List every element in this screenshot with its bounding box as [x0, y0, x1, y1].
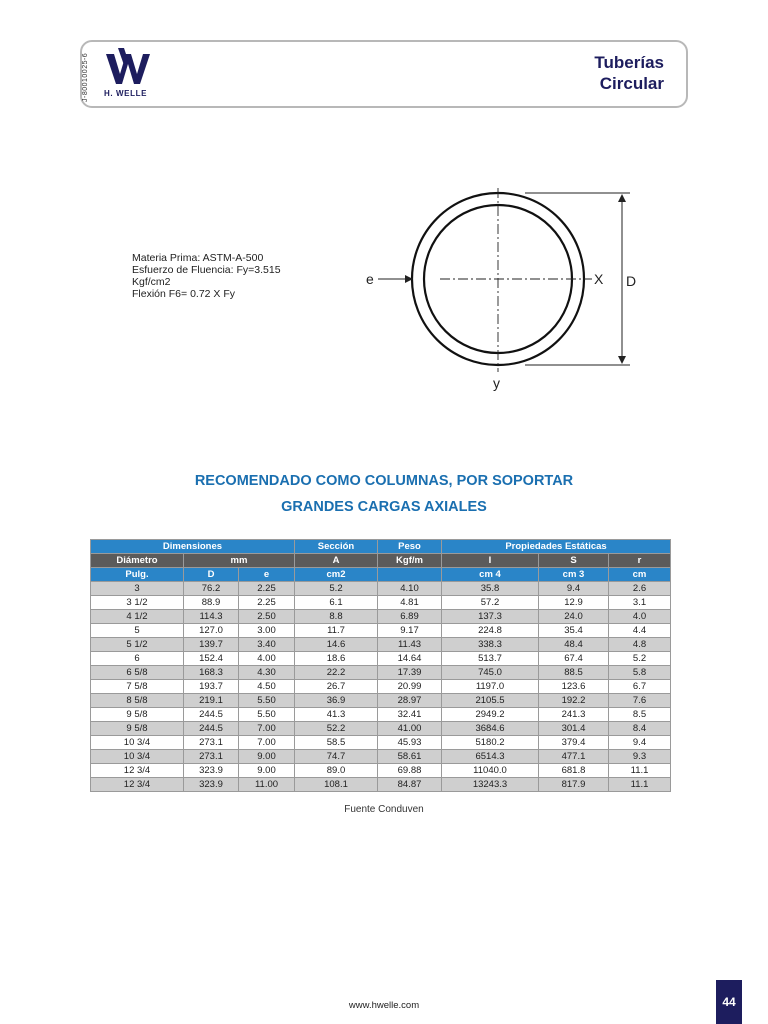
cell-e: 9.00: [239, 764, 295, 778]
cell-radio: 9.4: [609, 736, 671, 750]
cell-pulg: 10 3/4: [91, 736, 184, 750]
cell-e: 5.50: [239, 708, 295, 722]
cell-peso: 14.64: [378, 652, 442, 666]
title-line-1: Tuberías: [594, 53, 664, 72]
label-x: X: [594, 271, 604, 287]
cell-d: 127.0: [184, 624, 239, 638]
cell-inercia: 2105.5: [442, 694, 539, 708]
pipe-properties-table: [90, 539, 670, 792]
cell-radio: 4.0: [609, 610, 671, 624]
cell-radio: 11.1: [609, 764, 671, 778]
cell-radio: 2.6: [609, 582, 671, 596]
cell-modulo: 301.4: [539, 722, 609, 736]
cell-e: 3.00: [239, 624, 295, 638]
cell-pulg: 8 5/8: [91, 694, 184, 708]
label-e: e: [366, 271, 374, 287]
cell-modulo: 9.4: [539, 582, 609, 596]
cell-d: 273.1: [184, 750, 239, 764]
cell-peso: 28.97: [378, 694, 442, 708]
pipe-cross-section-diagram: [360, 180, 660, 400]
cell-modulo: 12.9: [539, 596, 609, 610]
header-s: S: [539, 554, 609, 568]
cell-e: 11.00: [239, 778, 295, 792]
cell-pulg: 3 1/2: [91, 596, 184, 610]
spec-line-1: Materia Prima: ASTM-A-500: [132, 252, 264, 264]
cell-modulo: 817.9: [539, 778, 609, 792]
table-row: [91, 582, 671, 596]
cell-inercia: 11040.0: [442, 764, 539, 778]
unit-blank: [378, 568, 442, 582]
cell-e: 9.00: [239, 750, 295, 764]
header-peso: Peso: [378, 540, 442, 554]
cell-pulg: 6: [91, 652, 184, 666]
cell-modulo: 192.2: [539, 694, 609, 708]
table-row: [91, 638, 671, 652]
cell-area: 14.6: [295, 638, 378, 652]
cell-radio: 9.3: [609, 750, 671, 764]
cell-d: 114.3: [184, 610, 239, 624]
table-row: [91, 624, 671, 638]
cell-d: 88.9: [184, 596, 239, 610]
cell-area: 52.2: [295, 722, 378, 736]
table-row: [91, 680, 671, 694]
cell-inercia: 13243.3: [442, 778, 539, 792]
header-a: A: [295, 554, 378, 568]
cell-modulo: 88.5: [539, 666, 609, 680]
page-title: [594, 52, 664, 94]
cell-radio: 3.1: [609, 596, 671, 610]
cell-inercia: 57.2: [442, 596, 539, 610]
cell-inercia: 3684.6: [442, 722, 539, 736]
header-i: I: [442, 554, 539, 568]
cell-area: 58.5: [295, 736, 378, 750]
cell-peso: 4.81: [378, 596, 442, 610]
spec-line-3: Kgf/cm2: [132, 276, 171, 288]
table-row: [91, 750, 671, 764]
cell-d: 323.9: [184, 764, 239, 778]
cell-e: 5.50: [239, 694, 295, 708]
cell-modulo: 241.3: [539, 708, 609, 722]
cell-area: 11.7: [295, 624, 378, 638]
cell-area: 5.2: [295, 582, 378, 596]
cell-e: 2.25: [239, 582, 295, 596]
section-title: [0, 468, 768, 520]
cell-radio: 4.4: [609, 624, 671, 638]
cell-pulg: 12 3/4: [91, 764, 184, 778]
cell-peso: 84.87: [378, 778, 442, 792]
cell-pulg: 9 5/8: [91, 708, 184, 722]
label-d: D: [626, 273, 637, 289]
cell-pulg: 6 5/8: [91, 666, 184, 680]
cell-modulo: 379.4: [539, 736, 609, 750]
cell-peso: 6.89: [378, 610, 442, 624]
table-row: [91, 652, 671, 666]
cell-pulg: 9 5/8: [91, 722, 184, 736]
logo-name: H. WELLE: [104, 89, 148, 98]
table-row: [91, 666, 671, 680]
cell-d: 193.7: [184, 680, 239, 694]
cell-inercia: 6514.3: [442, 750, 539, 764]
cell-radio: 11.1: [609, 778, 671, 792]
footer-url[interactable]: www.hwelle.com: [348, 1000, 420, 1011]
cell-area: 18.6: [295, 652, 378, 666]
logo-code: J-80010025-6: [82, 52, 89, 102]
unit-d: D: [184, 568, 239, 582]
unit-pulg: Pulg.: [91, 568, 184, 582]
unit-cm3: cm 3: [539, 568, 609, 582]
source-note: Fuente Conduven: [344, 804, 424, 815]
page-header: [80, 40, 688, 108]
cell-e: 2.25: [239, 596, 295, 610]
header-row-sub: [91, 554, 671, 568]
cell-peso: 17.39: [378, 666, 442, 680]
cell-radio: 8.4: [609, 722, 671, 736]
cell-e: 7.00: [239, 722, 295, 736]
cell-peso: 41.00: [378, 722, 442, 736]
spec-line-2: Esfuerzo de Fluencia: Fy=3.515: [132, 264, 281, 276]
cell-radio: 5.2: [609, 652, 671, 666]
cell-inercia: 224.8: [442, 624, 539, 638]
spec-line-4: Flexión F6= 0.72 X Fy: [132, 288, 236, 300]
cell-d: 244.5: [184, 722, 239, 736]
cell-pulg: 3: [91, 582, 184, 596]
cell-modulo: 67.4: [539, 652, 609, 666]
cell-e: 7.00: [239, 736, 295, 750]
unit-cm4: cm 4: [442, 568, 539, 582]
cell-peso: 4.10: [378, 582, 442, 596]
header-row-groups: [91, 540, 671, 554]
cell-d: 139.7: [184, 638, 239, 652]
unit-cm: cm: [609, 568, 671, 582]
cell-pulg: 7 5/8: [91, 680, 184, 694]
header-mm: mm: [184, 554, 295, 568]
section-title-line-1: RECOMENDADO COMO COLUMNAS, POR SOPORTAR: [194, 473, 574, 489]
cell-inercia: 5180.2: [442, 736, 539, 750]
header-propiedades: Propiedades Estáticas: [442, 540, 671, 554]
cell-d: 219.1: [184, 694, 239, 708]
header-dimensiones: Dimensiones: [91, 540, 295, 554]
table-row: [91, 736, 671, 750]
cell-pulg: 5: [91, 624, 184, 638]
hwelle-logo-icon: [104, 48, 152, 88]
table-row: [91, 708, 671, 722]
cell-area: 36.9: [295, 694, 378, 708]
cell-inercia: 513.7: [442, 652, 539, 666]
cell-d: 76.2: [184, 582, 239, 596]
cell-area: 6.1: [295, 596, 378, 610]
cell-peso: 32.41: [378, 708, 442, 722]
cell-radio: 6.7: [609, 680, 671, 694]
cell-inercia: 745.0: [442, 666, 539, 680]
cell-modulo: 24.0: [539, 610, 609, 624]
cell-area: 108.1: [295, 778, 378, 792]
cell-d: 244.5: [184, 708, 239, 722]
cell-modulo: 681.8: [539, 764, 609, 778]
cell-inercia: 137.3: [442, 610, 539, 624]
cell-e: 4.30: [239, 666, 295, 680]
unit-e: e: [239, 568, 295, 582]
cell-area: 22.2: [295, 666, 378, 680]
cell-pulg: 12 3/4: [91, 778, 184, 792]
table-body: [91, 582, 671, 792]
header-seccion: Sección: [295, 540, 378, 554]
cell-pulg: 5 1/2: [91, 638, 184, 652]
cell-area: 41.3: [295, 708, 378, 722]
cell-modulo: 48.4: [539, 638, 609, 652]
material-specs: [132, 252, 281, 300]
cell-e: 4.50: [239, 680, 295, 694]
cell-area: 26.7: [295, 680, 378, 694]
cell-inercia: 1197.0: [442, 680, 539, 694]
title-line-2: Circular: [599, 74, 664, 93]
cell-peso: 9.17: [378, 624, 442, 638]
table-row: [91, 694, 671, 708]
cell-peso: 20.99: [378, 680, 442, 694]
table-row: [91, 610, 671, 624]
cell-inercia: 2949.2: [442, 708, 539, 722]
table-row: [91, 722, 671, 736]
cell-peso: 11.43: [378, 638, 442, 652]
cell-d: 323.9: [184, 778, 239, 792]
table-row: [91, 778, 671, 792]
cell-radio: 7.6: [609, 694, 671, 708]
header-diametro: Diámetro: [91, 554, 184, 568]
cell-radio: 4.8: [609, 638, 671, 652]
cell-e: 2.50: [239, 610, 295, 624]
cell-inercia: 338.3: [442, 638, 539, 652]
cell-area: 89.0: [295, 764, 378, 778]
cell-area: 74.7: [295, 750, 378, 764]
cell-d: 152.4: [184, 652, 239, 666]
cell-pulg: 10 3/4: [91, 750, 184, 764]
cell-modulo: 477.1: [539, 750, 609, 764]
cell-d: 273.1: [184, 736, 239, 750]
cell-peso: 45.93: [378, 736, 442, 750]
cell-peso: 58.61: [378, 750, 442, 764]
header-r: r: [609, 554, 671, 568]
header-kgfm: Kgf/m: [378, 554, 442, 568]
cell-d: 168.3: [184, 666, 239, 680]
unit-cm2: cm2: [295, 568, 378, 582]
cell-inercia: 35.8: [442, 582, 539, 596]
cell-area: 8.8: [295, 610, 378, 624]
cell-e: 3.40: [239, 638, 295, 652]
section-title-line-2: GRANDES CARGAS AXIALES: [281, 499, 487, 515]
cell-peso: 69.88: [378, 764, 442, 778]
table-row: [91, 764, 671, 778]
cell-modulo: 35.4: [539, 624, 609, 638]
cell-pulg: 4 1/2: [91, 610, 184, 624]
cell-e: 4.00: [239, 652, 295, 666]
label-y: y: [493, 375, 500, 391]
header-row-units: [91, 568, 671, 582]
cell-modulo: 123.6: [539, 680, 609, 694]
cell-radio: 5.8: [609, 666, 671, 680]
page-number: 44: [716, 980, 742, 1024]
table-row: [91, 596, 671, 610]
cell-radio: 8.5: [609, 708, 671, 722]
